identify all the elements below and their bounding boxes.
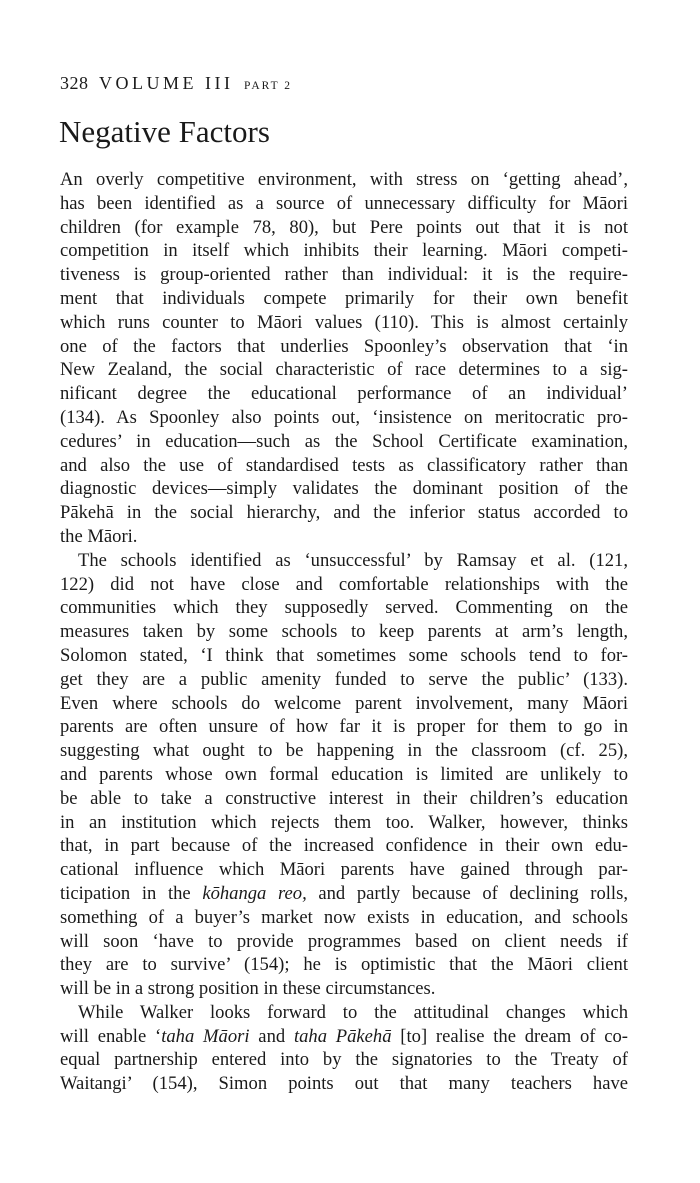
text-run: [to] realise the dream of co- — [391, 1025, 628, 1047]
text-run: and partly because of declining rolls, — [306, 882, 628, 904]
text-line — [60, 335, 628, 359]
text-run: communities which they supposedly served. Commenting on the — [60, 597, 628, 619]
text-run: children (for example 78, 80), but Pere points out that it is not — [60, 216, 628, 238]
text-run: Waitangi’ (154), Simon points out that many teachers have — [60, 1073, 628, 1095]
text-run: get they are a public amenity funded to serve the public’ (133). — [60, 668, 628, 690]
text-run: competition in itself which inhibits their learning. Māori competi- — [60, 240, 628, 262]
text-run: and — [249, 1025, 294, 1047]
text-line — [60, 430, 628, 454]
text-run: they are to survive’ (154); he is optimistic that the Māori client — [60, 954, 628, 976]
text-line — [60, 239, 628, 263]
text-run: measures taken by some schools to keep parents at arm’s length, — [60, 621, 628, 643]
running-head — [60, 73, 292, 96]
text-run: which runs counter to Māori values (110). This is almost certainly — [60, 311, 628, 333]
text-run: nificant degree the educational performance of an individual’ — [60, 383, 628, 405]
text-line — [60, 311, 628, 335]
text-run: New Zealand, the social characteristic of race determines to a sig- — [60, 359, 628, 381]
section-title: Negative Factors — [59, 114, 270, 149]
text-line — [60, 1072, 628, 1096]
text-line — [60, 192, 628, 216]
text-run: Solomon stated, ‘I think that sometimes some schools tend to for- — [60, 644, 628, 666]
text-run: equal partnership entered into by the signatories to the Treaty of — [60, 1049, 628, 1071]
text-run: tiveness is group-oriented rather than individual: it is the require- — [60, 264, 628, 286]
text-line — [60, 454, 628, 478]
text-run: in an institution which rejects them too. Walker, however, thinks — [60, 811, 628, 833]
text-line — [60, 811, 628, 835]
text-line — [60, 739, 628, 763]
text-run: be able to take a constructive interest in their children’s education — [60, 787, 628, 809]
text-line — [60, 930, 628, 954]
text-run: parents are often unsure of how far it is proper for them to go in — [60, 716, 628, 738]
text-line — [60, 692, 628, 716]
text-line — [60, 1048, 628, 1072]
text-line — [60, 906, 628, 930]
text-run: The schools identified as ‘unsuccessful’ by Ramsay et al. (121, — [78, 549, 628, 571]
text-run: suggesting what ought to be happening in the classroom (cf. 25), — [60, 740, 628, 762]
text-line — [60, 549, 628, 573]
text-run: ticipation in the — [60, 882, 203, 904]
text-line — [60, 882, 628, 906]
text-run: will enable ‘ — [60, 1025, 162, 1047]
text-run: cedures’ in education—such as the School Certificate examination, — [60, 430, 628, 452]
text-line — [60, 763, 628, 787]
text-run: ment that individuals compete primarily for their own benefit — [60, 287, 628, 309]
text-line — [60, 477, 628, 501]
text-line — [60, 168, 628, 192]
part-label: PART 2 — [243, 80, 293, 92]
text-run: will soon ‘have to provide programmes based on client needs if — [60, 930, 628, 952]
text-line — [60, 787, 628, 811]
italic-term: taha Pākehā — [293, 1025, 392, 1047]
text-run: and also the use of standardised tests as classificatory rather than — [60, 454, 628, 476]
text-line — [60, 525, 628, 549]
text-line — [60, 1001, 628, 1025]
text-line — [60, 596, 628, 620]
page-number: 328 — [60, 73, 89, 93]
text-run: cational influence which Māori parents have gained through par- — [60, 859, 628, 881]
text-line — [60, 501, 628, 525]
text-run: While Walker looks forward to the attitudinal changes which — [78, 1001, 628, 1023]
text-run: will be in a strong position in these circumstances. — [60, 978, 436, 1000]
text-run: something of a buyer’s market now exists in education, and schools — [60, 906, 628, 928]
text-line — [60, 382, 628, 406]
text-line — [60, 858, 628, 882]
body-text — [60, 168, 628, 1096]
text-run: the Māori. — [60, 525, 138, 547]
text-line — [60, 406, 628, 430]
text-line — [60, 287, 628, 311]
volume-label: VOLUME III — [99, 73, 234, 93]
text-line — [60, 977, 628, 1001]
text-run: diagnostic devices—simply validates the dominant position of the — [60, 478, 628, 500]
text-line — [60, 573, 628, 597]
text-line — [60, 358, 628, 382]
text-line — [60, 715, 628, 739]
text-run: Even where schools do welcome parent involvement, many Māori — [60, 692, 628, 714]
text-line — [60, 834, 628, 858]
text-line — [60, 620, 628, 644]
italic-term: kōhanga reo, — [202, 882, 307, 904]
text-run: and parents whose own formal education is limited are unlikely to — [60, 763, 628, 785]
text-line — [60, 644, 628, 668]
text-line — [60, 1025, 628, 1049]
text-run: Pākehā in the social hierarchy, and the inferior status accorded to — [60, 502, 628, 524]
text-run: has been identified as a source of unnecessary difficulty for Māori — [60, 192, 628, 214]
text-run: An overly competitive environment, with stress on ‘getting ahead’, — [60, 169, 628, 190]
text-run: (134). As Spoonley also points out, ‘insistence on meritocratic pro- — [60, 406, 628, 428]
text-run: 122) did not have close and comfortable relationships with the — [60, 573, 628, 595]
text-line — [60, 668, 628, 692]
text-line — [60, 263, 628, 287]
italic-term: taha Māori — [161, 1025, 250, 1047]
text-line — [60, 216, 628, 240]
text-run: that, in part because of the increased confidence in their own edu- — [60, 835, 628, 857]
text-line — [60, 953, 628, 977]
text-run: one of the factors that underlies Spoonley’s observation that ‘in — [60, 335, 628, 357]
